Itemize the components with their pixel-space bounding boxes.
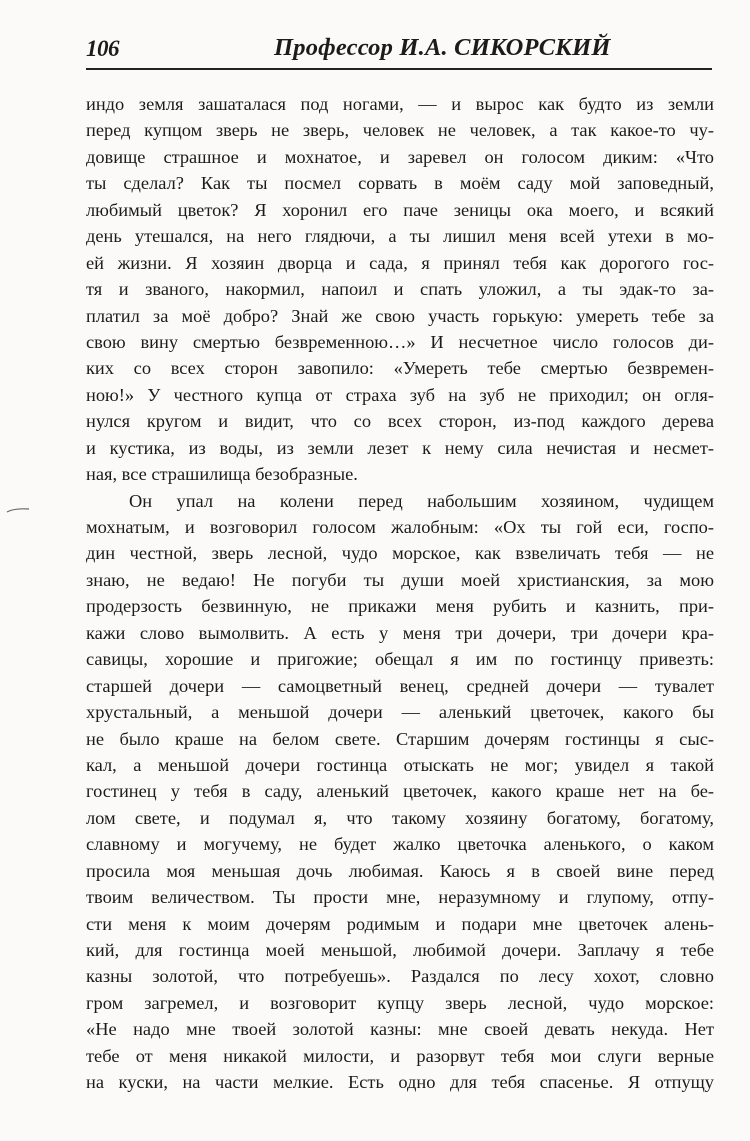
text-line: ких со всех сторон завопило: «Умереть тебе смертью безвремен- bbox=[86, 358, 714, 379]
text-line: мохнатым, и возговорил голосом жалобным: «Ох ты гой еси, госпо- bbox=[86, 517, 714, 537]
text-line: свою вину смертью безвременною…» И несчетное число голосов ди- bbox=[86, 331, 714, 352]
text-line: дин честной, зверь лесной, чудо морское, как взвеличать тебя — не bbox=[86, 543, 714, 564]
text-line: довище страшное и мохнатое, и заревел он голосом диким: «Что bbox=[86, 146, 714, 167]
text-line: знаю, не ведаю! Не погуби ты души моей христианския, за мою bbox=[86, 569, 714, 590]
text-line: твоим величеством. Ты прости мне, неразумному и глупому, отпу- bbox=[86, 887, 714, 908]
text-line: просила моя меньшая дочь любимая. Каюсь я в своей вине перед bbox=[86, 860, 714, 881]
page-number: 106 bbox=[86, 36, 119, 61]
text-line: гостинец у тебя в саду, аленький цветочек, какого краше нет на бе- bbox=[86, 781, 714, 802]
text-line: не было краше на белом свете. Старшим дочерям гостинцы я сыс- bbox=[86, 728, 714, 749]
text-line: кал, а меньшой дочери гостинца отыскать не мог; увидел я такой bbox=[86, 754, 714, 775]
body-text bbox=[86, 91, 714, 1096]
text-line: тя и званого, накормил, напоил и спать уложил, а ты эдак-то за- bbox=[86, 279, 714, 300]
text-line: кажи слово вымолвить. А есть у меня три дочери, три дочери кра- bbox=[86, 622, 714, 643]
text-line: ты сделал? Как ты посмел сорвать в моём саду мой заповедный, bbox=[86, 173, 714, 194]
running-head bbox=[86, 30, 712, 70]
text-line: старшей дочери — самоцветный венец, средней дочери — тувалет bbox=[86, 675, 714, 696]
text-line: Он упал на колени перед набольшим хозяином, чудищем bbox=[129, 490, 714, 511]
text-line: индо земля зашаталася под ногами, — и вырос как будто из земли bbox=[86, 94, 714, 114]
text-line: тебе от меня никакой милости, и разорвут тебя мои слуги верные bbox=[86, 1045, 714, 1066]
text-line: платил за моё добро? Знай же свою участь горькую: умереть тебе за bbox=[86, 305, 714, 326]
text-line: кий, для гостинца моей меньшой, любимой дочери. Заплачу я тебе bbox=[86, 940, 714, 960]
text-line: и кустика, из воды, из земли лезет к нему сила нечистая и несмет- bbox=[86, 437, 714, 458]
text-line: ная, все страшилища безобразные. bbox=[86, 464, 358, 485]
paragraph-2 bbox=[86, 488, 714, 1096]
text-line: савицы, хорошие и пригожие; обещал я им по гостинцу привезть: bbox=[86, 649, 714, 670]
paragraph-1 bbox=[86, 91, 714, 488]
text-line: лом свете, и подумал я, что такому хозяину богатому, богатому, bbox=[86, 807, 714, 828]
running-title: Профессор И.А. СИКОРСКИЙ bbox=[274, 34, 611, 61]
text-line: гром загремел, и возговорит купцу зверь лесной, чудо морское: bbox=[86, 992, 714, 1013]
text-line: день утешался, на него глядючи, а ты лишил меня всей утехи в мо- bbox=[86, 226, 714, 247]
text-line: любимый цветок? Я хоронил его паче зеницы ока моего, и всякий bbox=[86, 199, 714, 220]
text-line: продерзость безвинную, не прикажи меня рубить и казнить, при- bbox=[86, 596, 714, 617]
text-line: сти меня к моим дочерям родимым и подари мне цветочек алень- bbox=[86, 913, 714, 934]
text-line: ною!» У честного купца от страха зуб на зуб не приходил; он огля- bbox=[86, 384, 714, 405]
text-line: «Не надо мне твоей золотой казны: мне своей девать некуда. Нет bbox=[86, 1019, 714, 1040]
text-line: перед купцом зверь не зверь, человек не человек, а так какое-то чу- bbox=[86, 120, 714, 141]
margin-pencil-mark bbox=[6, 506, 30, 514]
text-line: хрустальный, а меньшой дочери — аленький цветочек, какого бы bbox=[86, 702, 714, 723]
text-line: на куски, на части мелкие. Есть одно для тебя спасенье. Я отпущу bbox=[86, 1072, 714, 1093]
text-line: казны золотой, что потребуешь». Раздался по лесу хохот, словно bbox=[86, 966, 714, 987]
text-line: славному и могучему, не будет жалко цветочка аленького, о каком bbox=[86, 834, 714, 855]
text-line: нулся кругом и видит, что со всех сторон, из-под каждого дерева bbox=[86, 411, 714, 432]
text-line: ей жизни. Я хозяин дворца и сада, я принял тебя как дорогого гос- bbox=[86, 252, 714, 273]
